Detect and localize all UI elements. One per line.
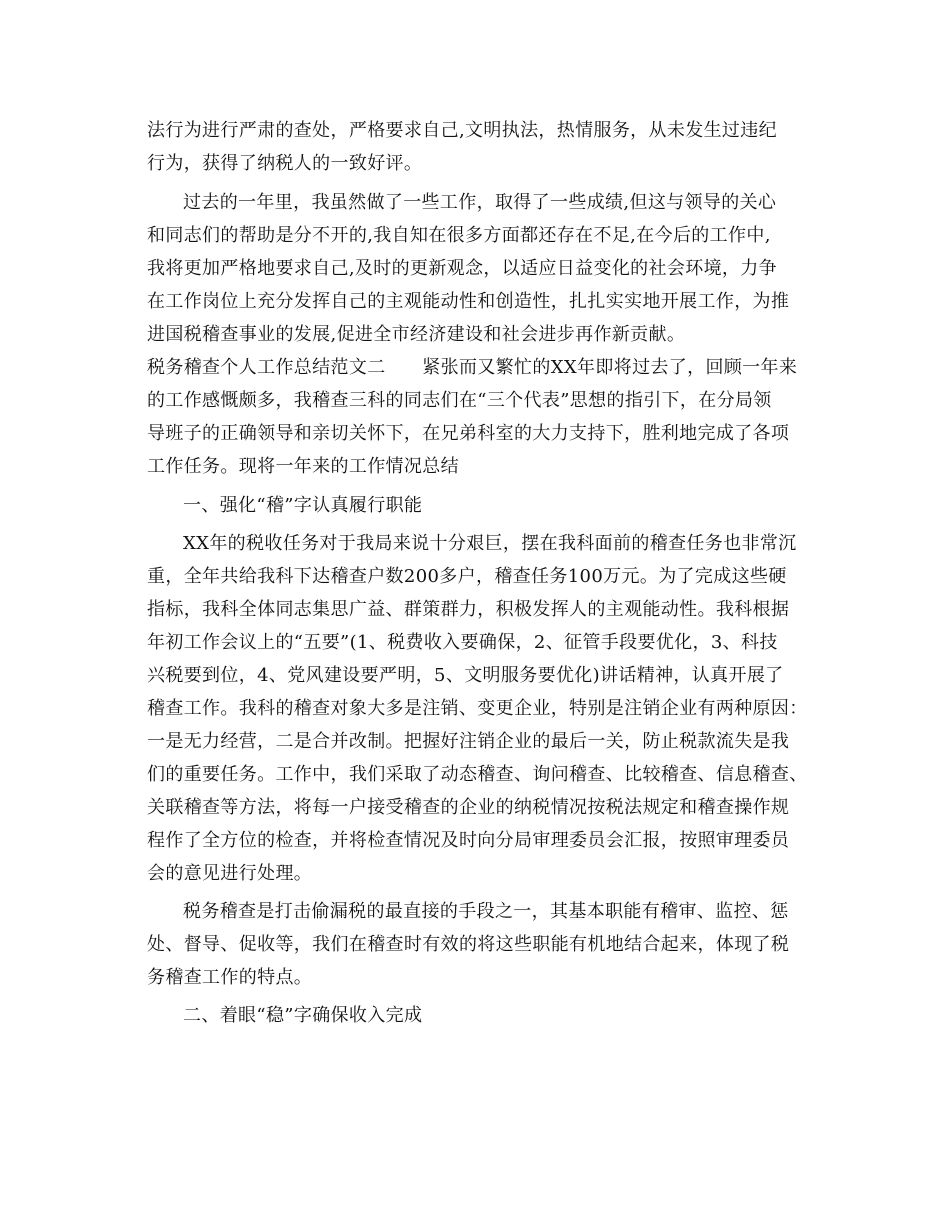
text-line: 指标，我科全体同志集思广益、群策群力，积极发挥人的主观能动性。我科根据: [147, 599, 790, 620]
text-line: 重，全年共给我科下达稽查户数200多户，稽查任务100万元。为了完成这些硬: [147, 566, 787, 587]
text-line: 在工作岗位上充分发挥自己的主观能动性和创造性，扎扎实实地开展工作，为推: [147, 291, 790, 312]
text-line: 进国税稽查事业的发展,促进全市经济建设和社会进步再作新贡献。: [147, 324, 686, 345]
text-line: 年初工作会议上的“五要”(1、税费收入要确保，2、征管手段要优化，3、科技: [147, 632, 778, 653]
text-line: 处、督导、促收等，我们在稽查时有效的将这些职能有机地结合起来，体现了税: [147, 934, 790, 955]
text-line: 行为，获得了纳税人的一致好评。: [147, 153, 423, 174]
text-line: 会的意见进行处理。: [147, 863, 313, 884]
text-line: 关联稽查等方法，将每一户接受稽查的企业的纳税情况按税法规定和稽查操作规: [147, 797, 790, 818]
text-line: 兴税要到位，4、党风建设要严明，5、文明服务要优化)讲话精神，认真开展了: [147, 665, 784, 686]
text-line: 税务稽查是打击偷漏税的最直接的手段之一，其基本职能有稽审、监控、惩: [183, 901, 789, 922]
text-line: 导班子的正确领导和亲切关怀下，在兄弟科室的大力支持下，胜利地完成了各项: [147, 423, 790, 444]
text-line: XX年的税收任务对于我局来说十分艰巨，摆在我科面前的稽查任务也非常沉: [183, 533, 797, 554]
heading-line: 一、强化“稽”字认真履行职能: [183, 495, 423, 516]
text-line: 工作任务。现将一年来的工作情况总结: [147, 456, 459, 477]
section-title-line: 税务稽查个人工作总结范文二 紧张而又繁忙的XX年即将过去了，回顾一年来: [147, 357, 798, 378]
text-line: 我将更加严格地要求自己,及时的更新观念，以适应日益变化的社会环境，力争: [147, 258, 777, 279]
text-line: 和同志们的帮助是分不开的,我自知在很多方面都还存在不足,在今后的工作中,: [147, 225, 771, 246]
text-line: 们的重要任务。工作中，我们采取了动态稽查、询问稽查、比较稽查、信息稽查、: [147, 764, 808, 785]
text-line: 过去的一年里，我虽然做了一些工作，取得了一些成绩,但这与领导的关心: [183, 192, 777, 213]
text-line: 务稽查工作的特点。: [147, 967, 313, 988]
text-line: 的工作感慨颇多，我稽查三科的同志们在“三个代表”思想的指引下，在分局领: [147, 390, 772, 411]
text-line: 法行为进行严肃的查处，严格要求自己,文明执法，热情服务，从未发生过违纪: [147, 120, 777, 141]
heading-line: 二、着眼“稳”字确保收入完成: [183, 1005, 423, 1026]
text-line: 一是无力经营，二是合并改制。把握好注销企业的最后一关，防止税款流失是我: [147, 731, 790, 752]
text-line: 稽查工作。我科的稽查对象大多是注销、变更企业，特别是注销企业有两种原因：: [147, 698, 808, 719]
text-line: 程作了全方位的检查，并将检查情况及时向分局审理委员会汇报，按照审理委员: [147, 830, 790, 851]
